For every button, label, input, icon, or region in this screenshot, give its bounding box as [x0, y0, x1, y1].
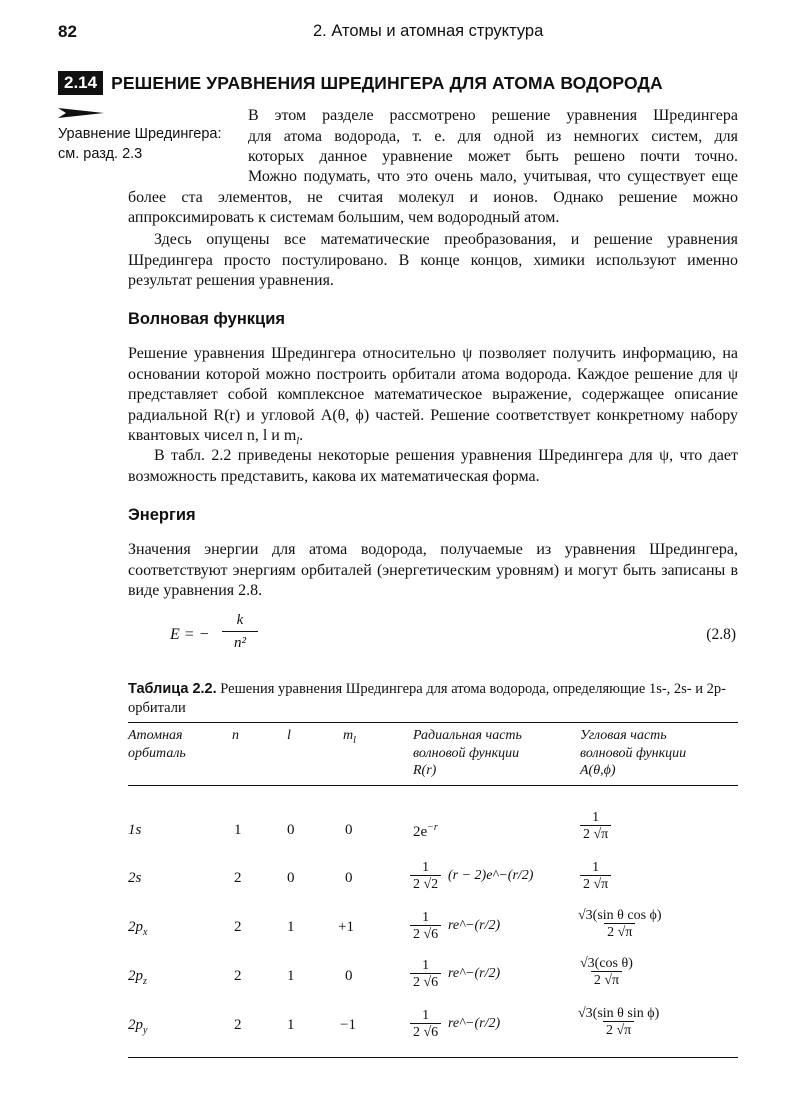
equation-fraction: [222, 612, 258, 651]
angular-numerator: √3(sin θ sin ϕ): [578, 1006, 660, 1021]
cell-radial-fraction: [410, 1008, 441, 1041]
table-rule-top: [128, 722, 738, 723]
cell-radial-tail: (r − 2)e^−(r/2): [448, 868, 534, 883]
arrow-right-icon: [58, 108, 104, 118]
cell-ml: 0: [345, 870, 353, 886]
intro-line-2: для атома водорода, т. е. для одной из немногих систем, для: [248, 127, 738, 145]
section-title: РЕШЕНИЕ УРАВНЕНИЯ ШРЕДИНГЕРА ДЛЯ АТОМА ВОДОРОДА: [111, 72, 663, 93]
margin-note-line1: Уравнение Шредингера:: [58, 126, 222, 142]
cell-radial-tail: re^−(r/2): [448, 918, 501, 933]
paragraph-energy: Значения энергии для атома водорода, получаемые из уравнения Шредингера, соответствуют энергиям орбиталей (энергетическим уровням) и могут быть записаны в виде уравнения 2.8.: [128, 541, 738, 599]
cell-l: 1: [287, 919, 295, 935]
cell-radial-tail: re^−(r/2): [448, 966, 501, 981]
cell-ml: 0: [345, 968, 353, 984]
header-radial-line1: Радиальная часть: [413, 728, 522, 743]
cell-radial-fraction: [410, 958, 441, 991]
cell-n: 2: [234, 1017, 242, 1033]
cell-orbital: [128, 968, 147, 987]
table-caption: [128, 680, 738, 718]
radial-numerator: 1: [422, 860, 430, 875]
orbital-main: 2p: [128, 968, 143, 984]
header-angular-line1: Угловая часть: [580, 728, 667, 743]
header-ml-main: m: [343, 728, 354, 743]
equation-denominator: n²: [234, 635, 246, 651]
cell-n: 1: [234, 822, 242, 838]
margin-note-line2: см. разд. 2.3: [58, 146, 143, 162]
cell-ml: 0: [345, 822, 353, 838]
header-angular-line3: A(θ,ϕ): [580, 763, 616, 778]
radial-sup: −r: [427, 822, 438, 833]
radial-numerator: 1: [422, 1008, 430, 1023]
table-rule-bottom: [128, 1057, 738, 1058]
subhead-wave-function: Волновая функция: [128, 310, 285, 328]
orbital-main: 2p: [128, 919, 143, 935]
header-angular-line2: волновой функции: [580, 745, 687, 761]
paragraph-intro-rest: Можно подумать, что это очень мало, учитывая, что существует еще более ста элементов, не считая молекул и ионов. Однако решение можно аппроксимировать к системам большим, чем водородный атом.: [128, 168, 738, 226]
cell-l: 0: [287, 870, 295, 886]
header-ml: [343, 727, 356, 749]
cell-orbital: [128, 919, 147, 938]
intro-line-3: которых данное уравнение может быть решено почти точно.: [248, 148, 738, 165]
header-ml-sub: l: [353, 734, 356, 746]
cell-l: 0: [287, 822, 295, 838]
radial-denominator: 2 √6: [410, 1023, 441, 1041]
wave-1-end: .: [299, 427, 304, 444]
section-heading: [58, 70, 663, 96]
header-radial-line3: R(r): [413, 763, 437, 778]
cell-angular: [580, 956, 633, 989]
radial-denominator: 2 √2: [410, 875, 441, 893]
header-orbital-line2: орбиталь: [128, 745, 186, 761]
equation-numerator: k: [236, 612, 244, 628]
orbital-main: 2p: [128, 1017, 143, 1033]
margin-note: [58, 104, 222, 164]
header-orbital-line1: Атомная: [128, 728, 183, 743]
table-caption-text: Решения уравнения Шредингера для атома водорода, определяющие 1s-, 2s- и 2p-орбитали: [128, 681, 726, 716]
table-caption-label: Таблица 2.2.: [128, 681, 217, 697]
cell-radial-fraction: [410, 860, 441, 893]
cell-angular: [578, 908, 662, 941]
orbital-sub: y: [143, 1025, 148, 1036]
wave-1-sub: l: [296, 436, 300, 448]
equation-2-8: [128, 612, 738, 658]
cell-l: 1: [287, 968, 295, 984]
cell-angular: [580, 860, 611, 893]
cell-ml: −1: [340, 1017, 356, 1033]
angular-numerator: √3(sin θ cos ϕ): [578, 908, 662, 923]
equation-number: (2.8): [706, 626, 736, 643]
header-radial: [413, 727, 522, 780]
orbital-sub: x: [143, 927, 148, 938]
angular-denominator: 2 √π: [580, 825, 611, 843]
header-orbital: [128, 727, 186, 762]
header-angular: [580, 727, 686, 780]
cell-orbital: 1s: [128, 822, 142, 838]
angular-numerator: √3(cos θ): [580, 956, 633, 971]
subhead-energy: Энергия: [128, 506, 196, 524]
section-number: 2.14: [58, 71, 103, 95]
paragraph-wave-2: В табл. 2.2 приведены некоторые решения уравнения Шредингера для ψ, что дает возможность представить, какова их математическая форма.: [128, 447, 738, 485]
cell-orbital: [128, 1017, 147, 1036]
angular-denominator: 2 √π: [604, 923, 635, 941]
intro-line-1: В этом разделе рассмотрено решение уравнения Шредингера: [248, 107, 738, 124]
angular-denominator: 2 √π: [603, 1021, 634, 1039]
equation-lhs: E = −: [170, 626, 210, 643]
header-n: n: [232, 728, 239, 743]
table-rule-mid: [128, 785, 738, 786]
header-l: l: [287, 728, 291, 743]
cell-n: 2: [234, 968, 242, 984]
cell-l: 1: [287, 1017, 295, 1033]
running-head: 2. Атомы и атомная структура: [313, 22, 544, 40]
cell-radial: [413, 822, 438, 841]
cell-ml: +1: [338, 919, 354, 935]
radial-denominator: 2 √6: [410, 973, 441, 991]
cell-angular: [578, 1006, 659, 1039]
radial-numerator: 1: [422, 958, 430, 973]
wave-1-text: Решение уравнения Шредингера относительно ψ позволяет получить информацию, на основании которой можно построить орбитали атома водорода. Каждое решение для ψ представляет собой комплексное математическое выражение, содержащее описание радиальной R(r) и угловой A(θ, ϕ) частей. Решение соответствует конкретному набору квантовых чисел n, l и m: [128, 345, 738, 444]
cell-angular: [580, 810, 611, 843]
orbital-sub: z: [143, 976, 147, 987]
cell-radial-tail: re^−(r/2): [448, 1016, 501, 1031]
paragraph-intro-first: [248, 106, 738, 168]
page-number: 82: [58, 22, 77, 41]
header-radial-line2: волновой функции: [413, 745, 520, 761]
paragraph-omitted: Здесь опущены все математические преобразования, и решение уравнения Шредингера просто постулировано. В конце концов, химики используют именно результат решения уравнения.: [128, 231, 738, 289]
cell-orbital: 2s: [128, 870, 142, 886]
radial-plain: 2e: [413, 824, 428, 840]
cell-n: 2: [234, 870, 242, 886]
cell-n: 2: [234, 919, 242, 935]
angular-denominator: 2 √π: [580, 875, 611, 893]
angular-denominator: 2 √π: [591, 971, 622, 989]
radial-denominator: 2 √6: [410, 925, 441, 943]
angular-numerator: 1: [592, 810, 600, 825]
angular-numerator: 1: [592, 860, 600, 875]
paragraph-wave-1: [128, 344, 738, 453]
radial-numerator: 1: [422, 910, 430, 925]
cell-radial-fraction: [410, 910, 441, 943]
